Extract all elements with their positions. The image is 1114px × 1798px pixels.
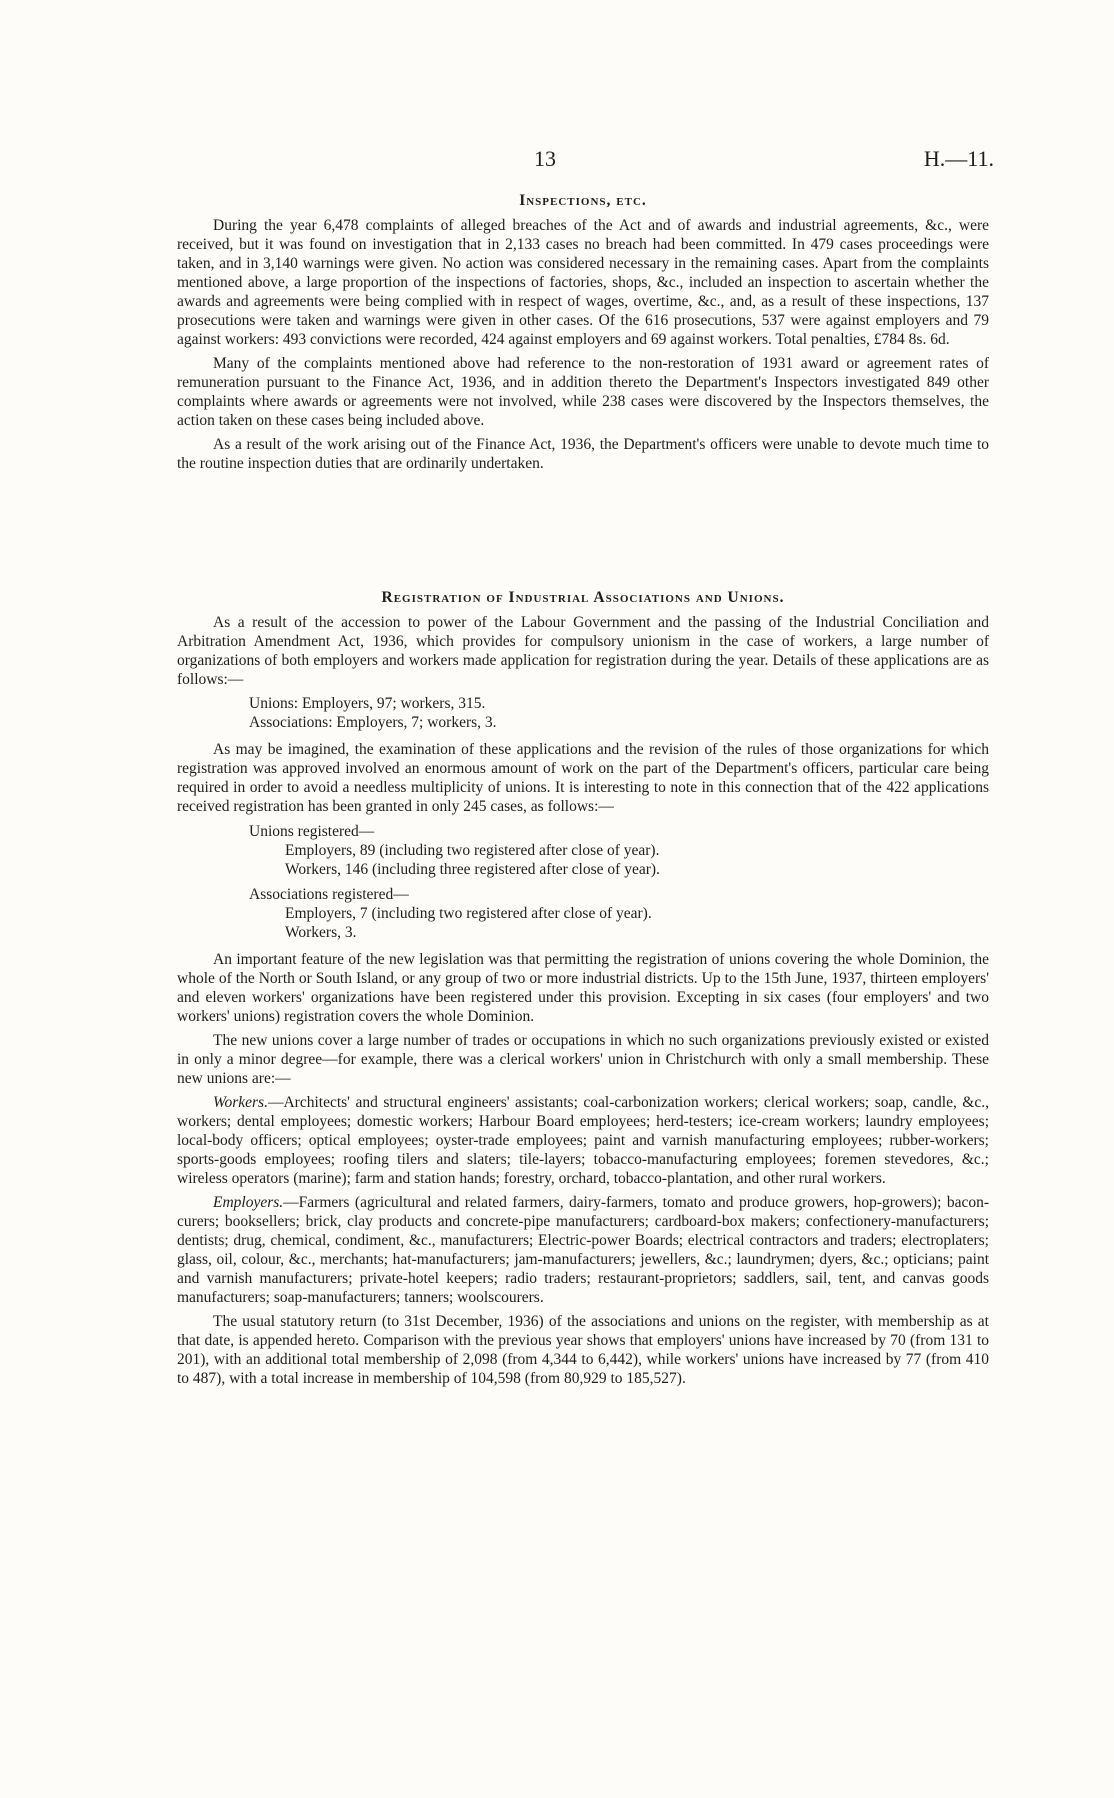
applications-associations: Associations: Employers, 7; workers, 3. [249,714,497,731]
registration-heading: Registration of Industrial Associations and Unions. [381,589,785,606]
associations-registered-heading: Associations registered— [249,886,409,903]
feature-paragraph: An important feature of the new legislation was that permitting the registration of unions covering the whole Dominion, the whole of the North or South Island, or any group of two or more industrial districts. Up to the 15th June, 1937, thirteen employers' and eleven workers' organizations have been registered under this provision. Excepting in six cases (four employers' and two workers' unions) registration covers the whole Dominion. [177,951,989,1025]
inspections-paragraph-1: During the year 6,478 complaints of alleged breaches of the Act and of awards and industrial agreements, &c., were received, but it was found on investigation that in 2,133 cases no breach had been committed. In 479 cases proceedings were taken, and in 3,140 warnings were given. No action was considered necessary in the remaining cases. Apart from the complaints mentioned above, a large proportion of the inspections of factories, shops, &c., included an inspection to ascertain whether the awards and agreements were being complied with in respect of wages, overtime, &c., and, as a result of these inspections, 137 prosecutions were taken and warnings were given in other cases. Of the 616 prosecutions, 537 were against employers and 79 against workers: 493 convictions were recorded, 424 against employers and 69 against workers. Total penalties, £784 8s. 6d. [177,217,989,348]
registration-section [177,588,989,1393]
inspections-paragraph-2: Many of the complaints mentioned above had reference to the non-restoration of 1931 award or agreement rates of remuneration pursuant to the Finance Act, 1936, and in addition thereto the Department's Inspectors investigated 849 other complaints where awards or agreements were not involved, while 238 cases were discovered by the Inspectors themselves, the action taken on these cases being included above. [177,355,989,429]
workers-list: —Architects' and structural engineers' assistants; coal-carbonization workers; clerical workers; soap, candle, &c., workers; dental employees; domestic workers; Harbour Board employees; herd-testers; ice-cream workers; laundry employees; local-body officers; optical employees; oyster-trade employees; paint and varnish manufacturing employees; rubber-workers; sports-goods employees; roofing tilers and slaters; tile-layers; tobacco-manufacturing employees; foremen stevedores, &c.; wireless operators (marine); farm and station hands; forestry, orchard, tobacco-plantation, and other rural workers. [177,1094,989,1187]
associations-registered-employers: Employers, 7 (including two registered after close of year). [285,905,652,922]
workers-paragraph [177,1093,989,1188]
unions-registered-workers: Workers, 146 (including three registered after close of year). [285,861,660,878]
page-header [0,146,1114,176]
employers-lead: Employers. [213,1194,284,1211]
registration-intro: As a result of the accession to power of the Labour Government and the passing of the Industrial Conciliation and Arbitration Amendment Act, 1936, which provides for compulsory unionism in the case of workers, a large number of organizations of both employers and workers made application for registration during the year. Details of these applications are as follows:— [177,614,989,688]
unions-registered-heading: Unions registered— [249,823,375,840]
examination-paragraph: As may be imagined, the examination of these applications and the revision of the rules of those organizations for which registration was approved involved an enormous amount of work on the part of the Department's officers, particular care being required in order to avoid a needless multiplicity of unions. It is interesting to note in this connection that of the 422 applications received registration has been granted in only 245 cases, as follows:— [177,741,989,815]
inspections-section [177,191,989,478]
employers-list: —Farmers (agricultural and related farmers, dairy-farmers, tomato and produce growers, hop-growers); bacon-curers; booksellers; brick, clay products and concrete-pipe manufacturers; cardboard-box makers; confectionery-manufacturers; dentists; drug, chemical, condiment, &c., manufacturers; Electric-power Boards; electrical contractors and traders; electroplaters; glass, oil, colour, &c., merchants; hat-manufacturers; jam-manufacturers; jewellers, &c.; laundrymen; dyers, &c.; opticians; paint and varnish manufacturers; private-hotel keepers; radio traders; restaurant-proprietors; saddlers, sail, tent, and canvas goods manufacturers; soap-manufacturers; tanners; woolscourers. [177,1194,989,1306]
workers-lead: Workers. [213,1094,268,1111]
unions-registered-employers: Employers, 89 (including two registered after close of year). [285,842,660,859]
statutory-return-paragraph: The usual statutory return (to 31st December, 1936) of the associations and unions on the register, with membership as at that date, is appended hereto. Comparison with the previous year shows that employers' unions have increased by 70 (from 131 to 201), with an additional total membership of 2,098 (from 4,344 to 6,442), while workers' unions have increased by 77 (from 410 to 487), with a total increase in membership of 104,598 (from 80,929 to 185,527). [177,1313,989,1387]
new-unions-paragraph: The new unions cover a large number of trades or occupations in which no such organizations previously existed or existed in only a minor degree—for example, there was a clerical workers' union in Christchurch with only a small membership. These new unions are:— [177,1032,989,1087]
employers-paragraph [177,1193,989,1307]
document-code: H.—11. [923,146,994,171]
inspections-paragraph-3: As a result of the work arising out of the Finance Act, 1936, the Department's officers were unable to devote much time to the routine inspection duties that are ordinarily undertaken. [177,436,989,472]
associations-registered-workers: Workers, 3. [285,924,357,941]
applications-unions: Unions: Employers, 97; workers, 315. [249,695,486,712]
inspections-heading: Inspections, etc. [519,192,647,209]
page-number: 13 [534,146,556,171]
